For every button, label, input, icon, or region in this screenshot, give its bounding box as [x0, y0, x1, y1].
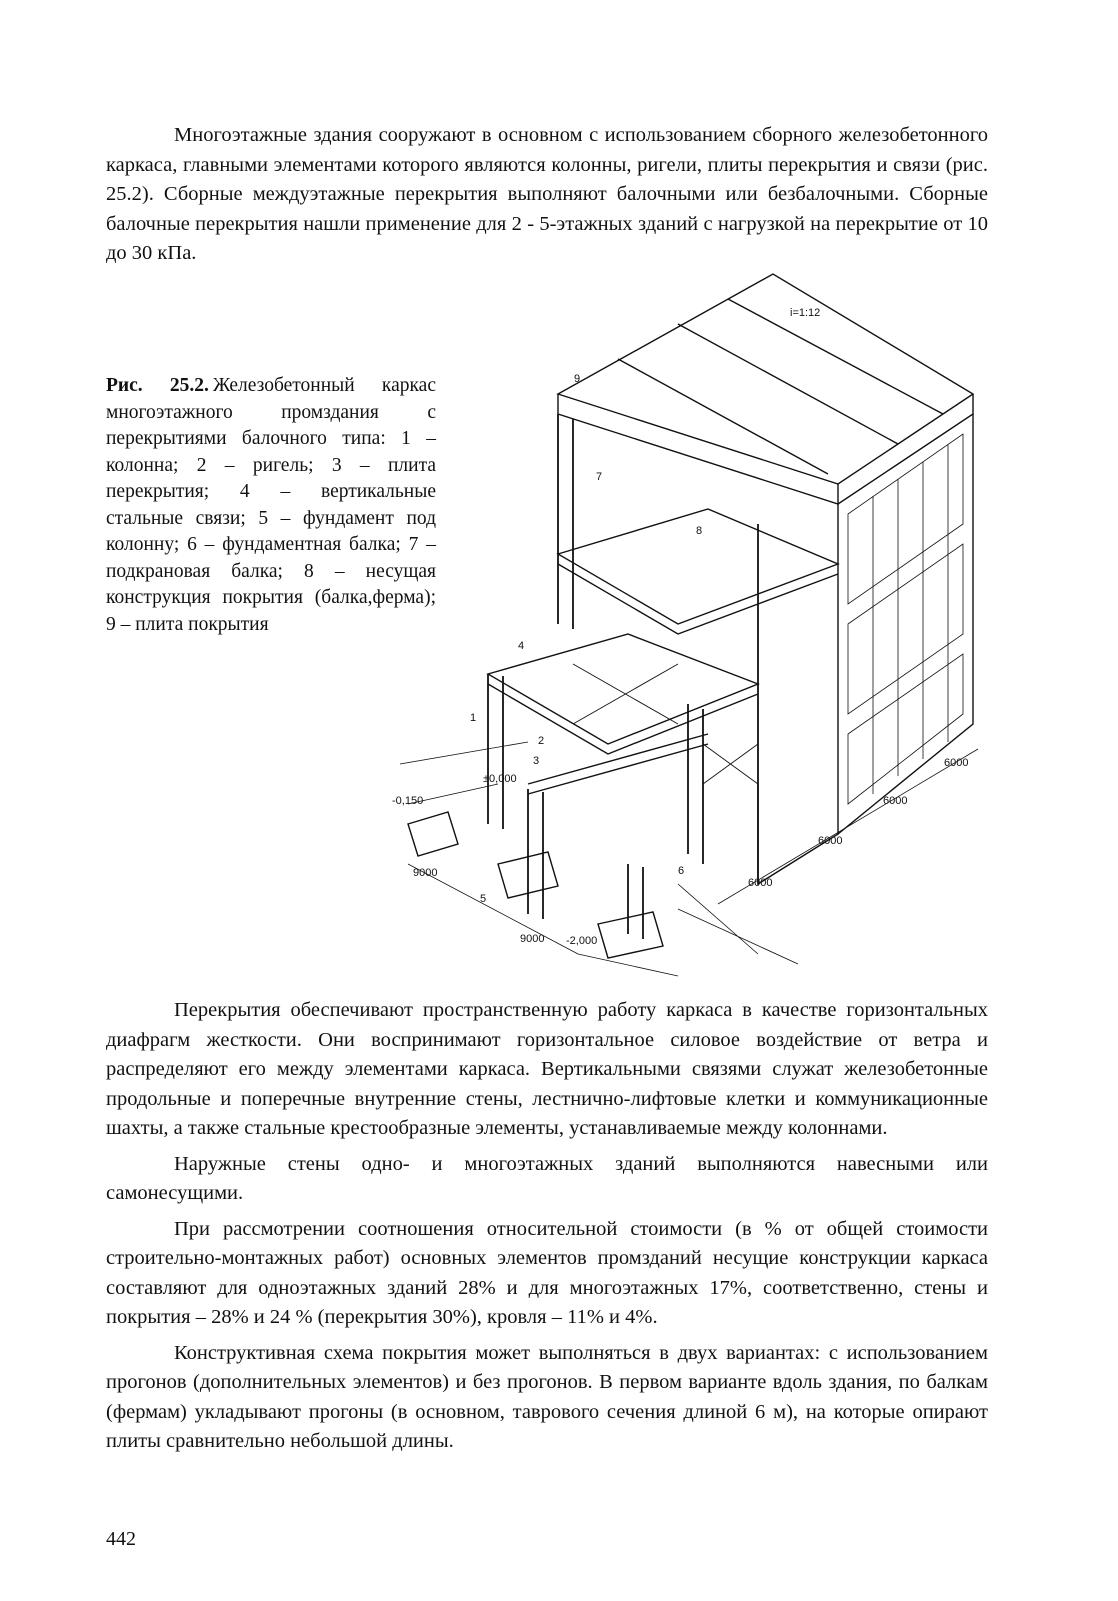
callout-3: 3 [533, 755, 540, 767]
figure-labels [392, 307, 968, 947]
dim-6000-c: 6000 [883, 795, 908, 807]
level-minus-0150: -0,150 [392, 795, 424, 807]
dim-9000-b: 9000 [520, 933, 545, 945]
dim-6000-b: 6000 [818, 835, 843, 847]
building-frame-drawing [378, 264, 990, 979]
paragraph: Конструктивная схема покрытия может выполняться в двух вариантах: с использованием прогонов (дополнительных элементов) и без прогонов. В первом варианте вдоль здания, по балкам (фермам) укладывают прогоны (в основном, таврового сечения длиной 6 м), на которые опирают плиты сравнительно небольшой длины. [106, 1341, 988, 1452]
floor-slabs [488, 509, 838, 794]
ground-hatch [400, 742, 798, 964]
page-number: 442 [106, 1528, 136, 1550]
side-wall [838, 414, 973, 834]
dim-6000-a: 6000 [748, 877, 773, 889]
window-grid [848, 434, 963, 804]
vertical-bracing [573, 664, 758, 784]
callout-6: 6 [678, 865, 685, 877]
columns [488, 414, 758, 939]
level-zero: ±0,000 [483, 773, 517, 785]
paragraph: Многоэтажные здания сооружают в основном с использованием сборного железобетонного каркаса, главными элементами которого являются колонны, ригели, плиты перекрытия и связи (рис. 25.2). Сборные междуэтажные перекрытия выполняют балочными или безбалочными. Сборные балочные перекрытия нашли применение для 2 - 5-этажных зданий с нагрузкой на перекрытие от 10 до 30 кПа. [106, 124, 988, 264]
body-text [106, 996, 988, 1463]
paragraph: При рассмотрении соотношения относительной стоимости (в % от общей стоимости строительно-монтажных работ) основных элементов промзданий несущие конструкции каркаса составляют для одноэтажных зданий 28% и для многоэтажных 17%, соответственно, стены и покрытия – 28% и 24 % (перекрытия 30%), кровля – 11% и 4%. [106, 1217, 988, 1328]
level-minus-2000: -2,000 [566, 935, 598, 947]
intro-text [106, 121, 988, 269]
callout-4: 4 [518, 640, 525, 652]
paragraph: Наружные стены одно- и многоэтажных зданий выполняются навесными или самонесущими. [106, 1152, 988, 1204]
callout-5: 5 [480, 893, 487, 905]
figure-number: Рис. 25.2. [106, 375, 209, 396]
callout-2: 2 [538, 735, 545, 747]
callout-1: 1 [470, 712, 477, 724]
slope-label: i=1:12 [790, 307, 821, 319]
callout-9: 9 [574, 373, 581, 385]
figure-caption-text: Железобетонный каркас многоэтажного промздания с перекрытиями балочного типа: 1 – колонна; 2 – ригель; 3 – плита перекрытия; 4 – вертикальные стальные связи; 5 – фундамент под колонну; 6 – фундаментная балка; 7 – подкрановая балка; 8 – несущая конструкция покрытия (балка,ферма); 9 – плита покрытия [106, 375, 436, 635]
roof-slab [558, 274, 973, 484]
callout-8: 8 [696, 525, 703, 537]
callout-7: 7 [596, 471, 603, 483]
dim-6000-d: 6000 [944, 757, 969, 769]
paragraph: Перекрытия обеспечивают пространственную работу каркаса в качестве горизонтальных диафрагм жесткости. Они воспринимают горизонтальное силовое воздействие от ветра и распределяют его между элементами каркаса. Вертикальными связями служат железобетонные продольные и поперечные внутренние стены, лестнично-лифтовые клетки и коммуникационные шахты, а также стальные крестообразные элементы, устанавливаемые между колоннами. [106, 999, 988, 1139]
dim-9000-a: 9000 [413, 867, 438, 879]
